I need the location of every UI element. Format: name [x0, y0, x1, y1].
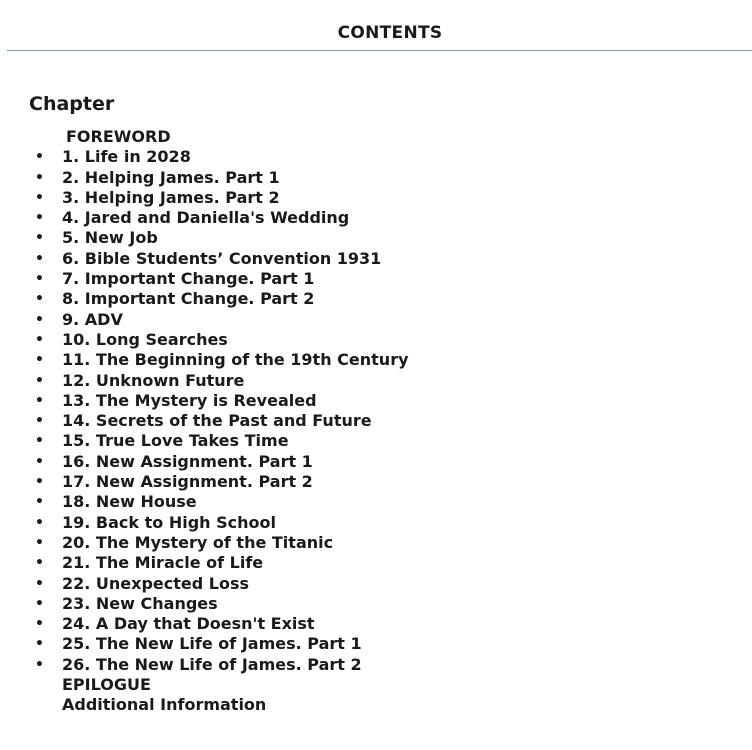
toc-chapter-label: 18. New House [62, 492, 197, 512]
toc-chapter-label: 8. Important Change. Part 2 [62, 289, 315, 309]
chapter-heading: Chapter [29, 93, 115, 115]
page-title: CONTENTS [337, 23, 443, 43]
toc-chapter-label: 9. ADV [62, 309, 123, 329]
bullet-icon: • [35, 656, 44, 673]
toc-chapter-label: 22. Unexpected Loss [62, 573, 250, 593]
toc-chapter-label: 12. Unknown Future [62, 370, 245, 390]
bullet-icon: • [35, 636, 44, 653]
toc-chapter-label: 13. The Mystery is Revealed [62, 390, 317, 410]
bullet-icon: • [35, 291, 44, 308]
toc-chapter-label: 11. The Beginning of the 19th Century [62, 350, 409, 370]
toc-chapter-label: 26. The New Life of James. Part 2 [62, 654, 362, 674]
toc-chapter-label: 24. A Day that Doesn't Exist [62, 614, 315, 634]
bullet-icon: • [35, 210, 44, 227]
bullet-icon: • [35, 149, 44, 166]
bullet-icon: • [35, 413, 44, 430]
toc-chapter-label: 20. The Mystery of the Titanic [62, 532, 334, 552]
toc-chapter-label: 5. New Job [62, 228, 158, 248]
bullet-icon: • [35, 453, 44, 470]
bullet-icon: • [35, 372, 44, 389]
toc-chapter-label: 19. Back to High School [62, 512, 276, 532]
bullet-icon: • [35, 189, 44, 206]
title-divider [7, 50, 752, 51]
bullet-icon: • [35, 595, 44, 612]
toc-chapter-label: 2. Helping James. Part 1 [62, 167, 280, 187]
bullet-icon: • [35, 352, 44, 369]
toc-chapter-label: 3. Helping James. Part 2 [62, 187, 280, 207]
toc-chapter-label: 17. New Assignment. Part 2 [62, 472, 313, 492]
bullet-icon: • [35, 534, 44, 551]
bullet-icon: • [35, 392, 44, 409]
toc-chapter-label: 23. New Changes [62, 593, 218, 613]
bullet-icon: • [35, 555, 44, 572]
bullet-icon: • [35, 494, 44, 511]
bullet-icon: • [35, 616, 44, 633]
toc-foreword-label: FOREWORD [66, 127, 171, 146]
toc-chapter-label: 1. Life in 2028 [62, 147, 191, 167]
bullet-icon: • [35, 250, 44, 267]
bullet-icon: • [35, 169, 44, 186]
bullet-icon: • [35, 433, 44, 450]
toc-chapter-label: 25. The New Life of James. Part 1 [62, 634, 362, 654]
toc-chapter-label: 16. New Assignment. Part 1 [62, 451, 313, 471]
bullet-icon: • [35, 230, 44, 247]
bullet-icon: • [35, 271, 44, 288]
toc-chapter-label: 7. Important Change. Part 1 [62, 269, 315, 289]
toc-additional-information-label: Additional Information [62, 695, 267, 715]
toc-chapter-label: 15. True Love Takes Time [62, 431, 289, 451]
toc-chapter-label: 10. Long Searches [62, 329, 228, 349]
bullet-icon: • [35, 575, 44, 592]
bullet-icon: • [35, 514, 44, 531]
toc-chapter-label: 6. Bible Students’ Convention 1931 [62, 248, 382, 268]
bullet-icon: • [35, 311, 44, 328]
toc-chapter-label: 14. Secrets of the Past and Future [62, 411, 372, 431]
toc-epilogue-label: EPILOGUE [62, 675, 151, 695]
toc-chapter-label: 21. The Miracle of Life [62, 553, 264, 573]
bullet-icon: • [35, 474, 44, 491]
toc-chapter-label: 4. Jared and Daniella's Wedding [62, 208, 350, 228]
bullet-icon: • [35, 331, 44, 348]
